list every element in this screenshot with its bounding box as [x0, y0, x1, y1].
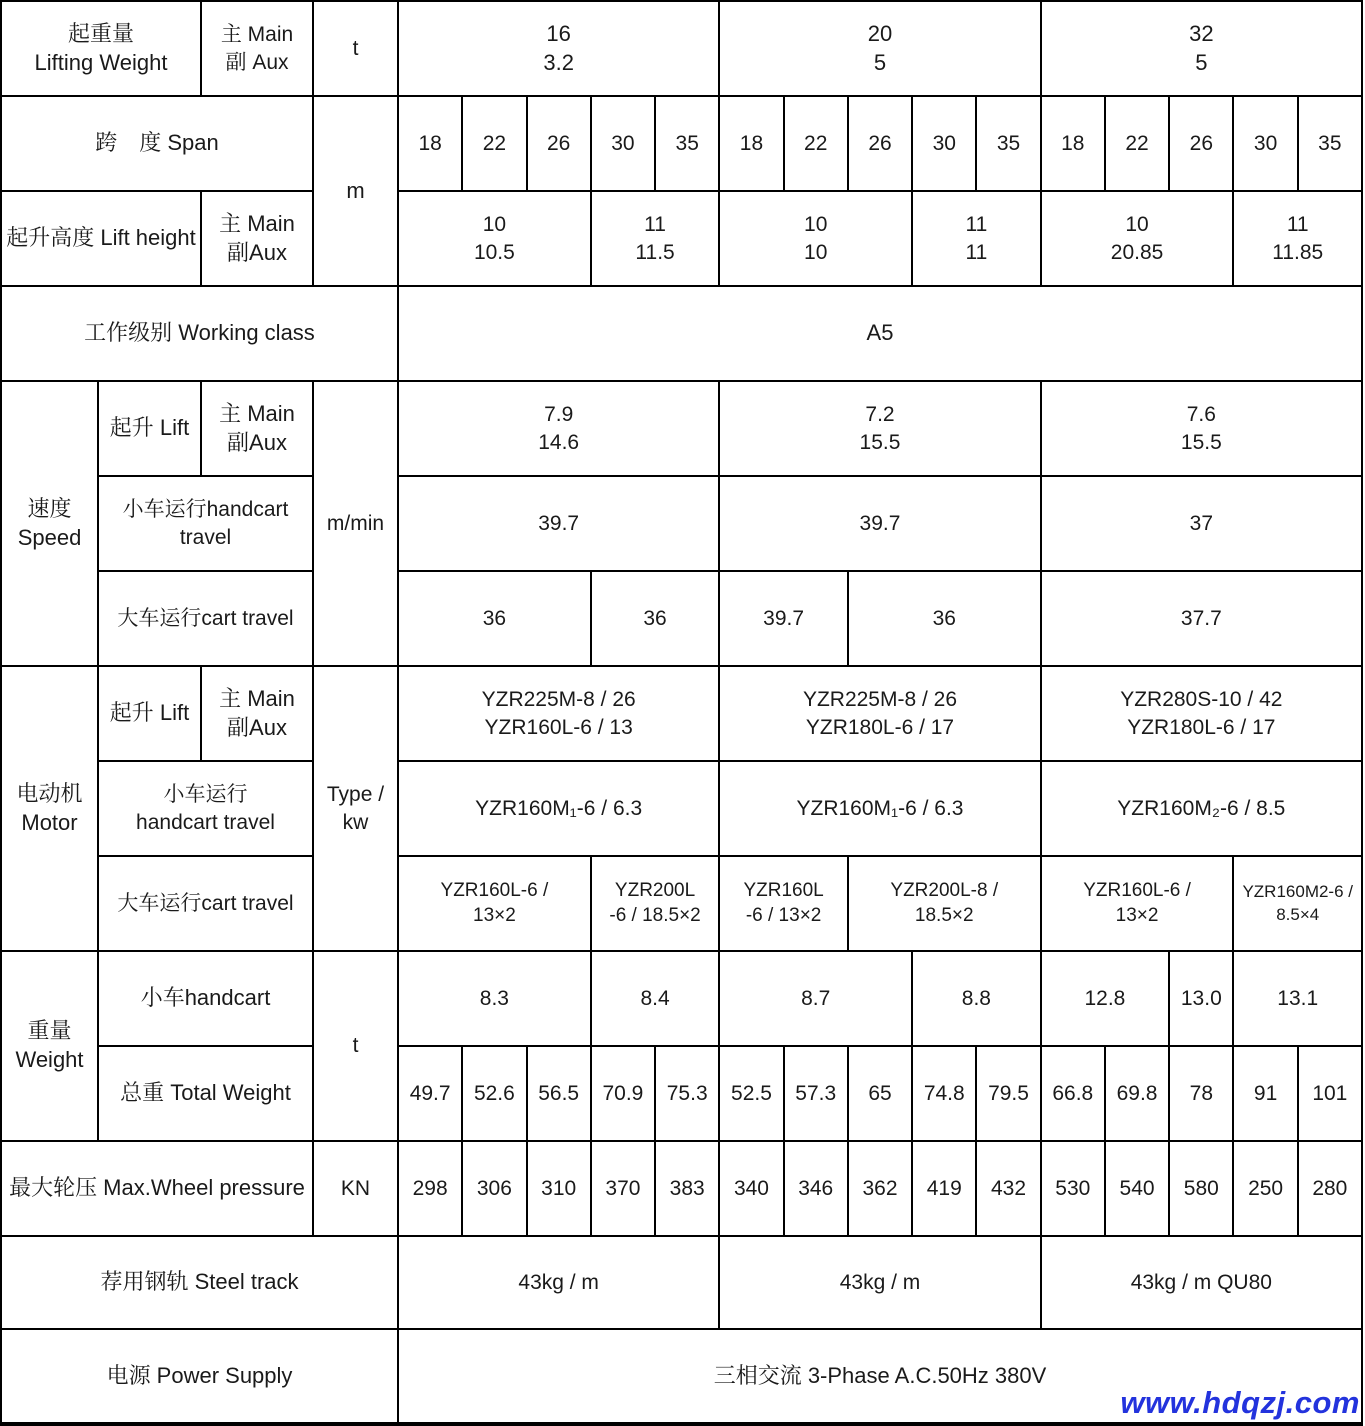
steel-track-cell: 43kg / m	[719, 1236, 1040, 1329]
handcart-motor-cell: YZR160M₁-6 / 6.3	[398, 761, 719, 856]
span-cell: 18	[1041, 96, 1105, 191]
steel-track-cell: 43kg / m QU80	[1041, 1236, 1362, 1329]
row-span	[1, 96, 1362, 191]
unit-m-min: m/min	[313, 381, 398, 666]
span-cell: 35	[655, 96, 719, 191]
main-aux-label: 主 Main 副Aux	[201, 381, 313, 476]
speed-section-label: 速度 Speed	[1, 381, 98, 666]
cart-travel-motor-label: 大车运行cart travel	[98, 856, 313, 951]
unit-type-kw: Type / kw	[313, 666, 398, 951]
cart-motor-cell: YZR160L-6 / 13×2	[1041, 856, 1234, 951]
power-supply-value: 三相交流 3-Phase A.C.50Hz 380V	[398, 1329, 1362, 1424]
lift-height-cell: 11 11.5	[591, 191, 720, 286]
span-cell: 30	[1233, 96, 1297, 191]
wheel-pressure-label: 最大轮压 Max.Wheel pressure	[1, 1141, 313, 1236]
lift-height-cell: 11 11	[912, 191, 1041, 286]
lift-speed-cell: 7.2 15.5	[719, 381, 1040, 476]
row-lifting-weight	[1, 1, 1362, 96]
row-lift-height	[1, 191, 1362, 286]
wheel-pressure-cell: 540	[1105, 1141, 1169, 1236]
row-weight-handcart	[1, 951, 1362, 1046]
handcart-travel-speed-label: 小车运行handcart travel	[98, 476, 313, 571]
span-cell: 18	[719, 96, 783, 191]
motor-lift-label: 起升 Lift	[98, 666, 201, 761]
lift-motor-cell: YZR225M-8 / 26 YZR180L-6 / 17	[719, 666, 1040, 761]
wheel-pressure-cell: 340	[719, 1141, 783, 1236]
total-weight-cell: 66.8	[1041, 1046, 1105, 1141]
lift-height-cell: 11 11.85	[1233, 191, 1362, 286]
main-aux-label: 主 Main 副Aux	[201, 666, 313, 761]
span-cell: 30	[912, 96, 976, 191]
speed-lift-label: 起升 Lift	[98, 381, 201, 476]
wheel-pressure-cell: 383	[655, 1141, 719, 1236]
cart-motor-cell: YZR160M2-6 / 8.5×4	[1233, 856, 1362, 951]
cart-motor-cell: YZR160L -6 / 13×2	[719, 856, 848, 951]
wheel-pressure-cell: 298	[398, 1141, 462, 1236]
capacity-cell: 20 5	[719, 1, 1040, 96]
span-cell: 26	[848, 96, 912, 191]
lift-height-cell: 10 20.85	[1041, 191, 1234, 286]
main-aux-label: 主 Main 副Aux	[201, 191, 313, 286]
span-cell: 35	[976, 96, 1040, 191]
span-cell: 22	[784, 96, 848, 191]
row-speed-lift	[1, 381, 1362, 476]
row-motor-handcart	[1, 761, 1362, 856]
total-weight-cell: 52.6	[462, 1046, 526, 1141]
lift-height-cell: 10 10	[719, 191, 912, 286]
lift-height-label: 起升高度 Lift height	[1, 191, 201, 286]
handcart-speed-cell: 37	[1041, 476, 1362, 571]
capacity-cell: 16 3.2	[398, 1, 719, 96]
wheel-pressure-cell: 250	[1233, 1141, 1297, 1236]
lift-height-cell: 10 10.5	[398, 191, 591, 286]
power-supply-label: 电源 Power Supply	[1, 1329, 398, 1424]
total-weight-cell: 91	[1233, 1046, 1297, 1141]
working-class-value: A5	[398, 286, 1362, 381]
row-working-class	[1, 286, 1362, 381]
cart-travel-speed-label: 大车运行cart travel	[98, 571, 313, 666]
total-weight-cell: 65	[848, 1046, 912, 1141]
working-class-label: 工作级别 Working class	[1, 286, 398, 381]
total-weight-label: 总重 Total Weight	[98, 1046, 313, 1141]
total-weight-cell: 57.3	[784, 1046, 848, 1141]
span-cell: 22	[462, 96, 526, 191]
handcart-weight-label: 小车handcart	[98, 951, 313, 1046]
lifting-weight-label: 起重量 Lifting Weight	[1, 1, 201, 96]
unit-t: t	[313, 951, 398, 1141]
wheel-pressure-cell: 310	[527, 1141, 591, 1236]
span-cell: 22	[1105, 96, 1169, 191]
unit-m: m	[313, 96, 398, 286]
steel-track-label: 荐用钢轨 Steel track	[1, 1236, 398, 1329]
total-weight-cell: 56.5	[527, 1046, 591, 1141]
steel-track-cell: 43kg / m	[398, 1236, 719, 1329]
wheel-pressure-cell: 580	[1169, 1141, 1233, 1236]
unit-kn: KN	[313, 1141, 398, 1236]
handcart-weight-cell: 8.3	[398, 951, 591, 1046]
handcart-weight-cell: 8.4	[591, 951, 720, 1046]
wheel-pressure-cell: 370	[591, 1141, 655, 1236]
handcart-weight-cell: 12.8	[1041, 951, 1170, 1046]
wheel-pressure-cell: 280	[1298, 1141, 1362, 1236]
span-cell: 18	[398, 96, 462, 191]
cart-speed-cell: 37.7	[1041, 571, 1362, 666]
row-weight-total	[1, 1046, 1362, 1141]
cart-speed-cell: 36	[848, 571, 1041, 666]
total-weight-cell: 75.3	[655, 1046, 719, 1141]
handcart-weight-cell: 13.0	[1169, 951, 1233, 1046]
total-weight-cell: 52.5	[719, 1046, 783, 1141]
cart-speed-cell: 36	[591, 571, 720, 666]
unit-t: t	[313, 1, 398, 96]
handcart-motor-cell: YZR160M₁-6 / 6.3	[719, 761, 1040, 856]
wheel-pressure-cell: 419	[912, 1141, 976, 1236]
lift-motor-cell: YZR225M-8 / 26 YZR160L-6 / 13	[398, 666, 719, 761]
handcart-weight-cell: 13.1	[1233, 951, 1362, 1046]
cart-speed-cell: 36	[398, 571, 591, 666]
handcart-speed-cell: 39.7	[398, 476, 719, 571]
span-cell: 35	[1298, 96, 1362, 191]
lift-speed-cell: 7.6 15.5	[1041, 381, 1362, 476]
row-motor-cart	[1, 856, 1362, 951]
row-speed-handcart	[1, 476, 1362, 571]
wheel-pressure-cell: 432	[976, 1141, 1040, 1236]
weight-section-label: 重量 Weight	[1, 951, 98, 1141]
capacity-cell: 32 5	[1041, 1, 1362, 96]
span-cell: 30	[591, 96, 655, 191]
lift-motor-cell: YZR280S-10 / 42 YZR180L-6 / 17	[1041, 666, 1362, 761]
total-weight-cell: 78	[1169, 1046, 1233, 1141]
total-weight-cell: 70.9	[591, 1046, 655, 1141]
wheel-pressure-cell: 306	[462, 1141, 526, 1236]
span-cell: 26	[1169, 96, 1233, 191]
total-weight-cell: 69.8	[1105, 1046, 1169, 1141]
handcart-motor-cell: YZR160M₂-6 / 8.5	[1041, 761, 1362, 856]
total-weight-cell: 74.8	[912, 1046, 976, 1141]
main-aux-label: 主 Main 副 Aux	[201, 1, 313, 96]
cart-motor-cell: YZR200L-8 / 18.5×2	[848, 856, 1041, 951]
total-weight-cell: 79.5	[976, 1046, 1040, 1141]
span-cell: 26	[527, 96, 591, 191]
row-speed-cart	[1, 571, 1362, 666]
lift-speed-cell: 7.9 14.6	[398, 381, 719, 476]
row-wheel-pressure	[1, 1141, 1362, 1236]
handcart-travel-motor-label: 小车运行 handcart travel	[98, 761, 313, 856]
total-weight-cell: 101	[1298, 1046, 1362, 1141]
wheel-pressure-cell: 362	[848, 1141, 912, 1236]
handcart-weight-cell: 8.7	[719, 951, 912, 1046]
handcart-weight-cell: 8.8	[912, 951, 1041, 1046]
website-link[interactable]: www.hdqzj.com	[1120, 1385, 1360, 1420]
handcart-speed-cell: 39.7	[719, 476, 1040, 571]
row-motor-lift	[1, 666, 1362, 761]
cart-motor-cell: YZR160L-6 / 13×2	[398, 856, 591, 951]
cart-speed-cell: 39.7	[719, 571, 848, 666]
wheel-pressure-cell: 346	[784, 1141, 848, 1236]
total-weight-cell: 49.7	[398, 1046, 462, 1141]
row-steel-track	[1, 1236, 1362, 1329]
motor-section-label: 电动机 Motor	[1, 666, 98, 951]
span-label: 跨 度 Span	[1, 96, 313, 191]
wheel-pressure-cell: 530	[1041, 1141, 1105, 1236]
cart-motor-cell: YZR200L -6 / 18.5×2	[591, 856, 720, 951]
